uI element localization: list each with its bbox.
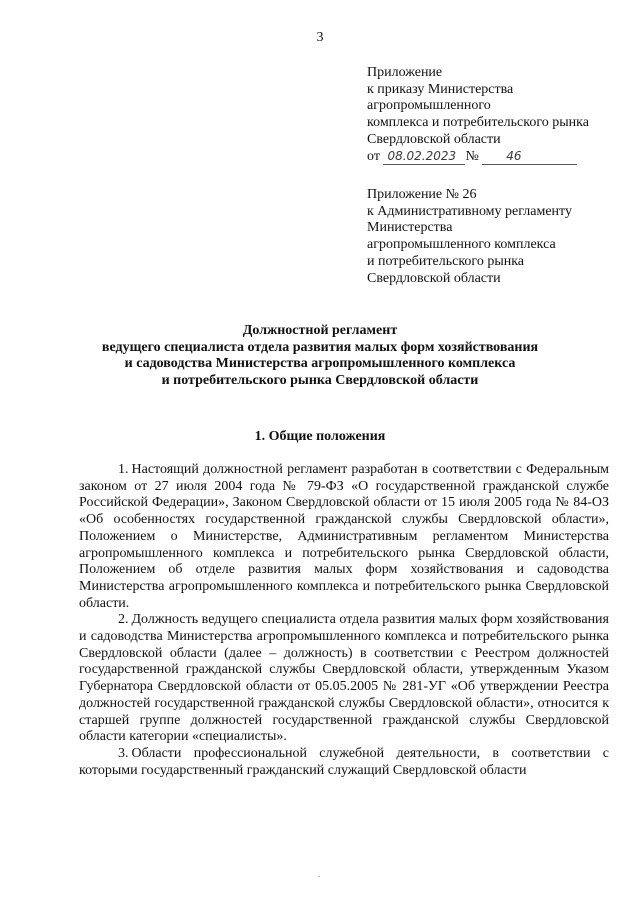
paragraph-text: Настоящий должностной регламент разработан в соответствии с Федеральным законом от 27 июля 2004 года № 79-ФЗ «О государственной гражданской службе Российской Федерации», Законом Свердловской области от 15 июля 2005 года № 84-ОЗ «Об особенностях государственной гражданской службы Свердловской области», Положением о Министерстве, Административным регламентом Министерства агропромышленного комплекса и потребительского рынка Свердловской области, Положением об отделе развития малых форм хозяйствования и садоводства Министерства агропромышленного комплекса и потребительского рынка Свердловской области. — [79, 462, 609, 611]
paragraph-number: 2. — [118, 612, 129, 628]
number-prefix: № — [465, 148, 479, 164]
document-body — [79, 462, 609, 779]
appendix-order-line: к приказу Министерства — [367, 81, 514, 97]
paragraph-number: 3. — [118, 745, 129, 761]
scan-speck — [318, 876, 320, 877]
title-line: и садоводства Министерства агропромышленного комплекса — [124, 356, 516, 372]
appendix-regulation-line: Министерства — [367, 220, 453, 236]
appendix-order-line: Свердловской области — [367, 131, 501, 147]
paragraph-text: Должность ведущего специалиста отдела развития малых форм хозяйствования и садоводства Министерства агропромышленного комплекса и потребительского рынка Свердловской области (далее – должность) в соответствии с Реестром должностей государственной гражданской службы Свердловской области, утвержденным Указом Губернатора Свердловской области от 05.05.2005 № 281-УГ «Об утверждении Реестра должностей государственной гражданской службы Свердловской области», относится к старшей группе должностей государственной гражданской службы Свердловской области категории «специалисты». — [79, 612, 609, 745]
page-number: 3 — [316, 30, 324, 45]
paragraph-text: Области профессиональной служебной деятельности, в соответствии с которыми государственный гражданский служащий Свердловской области — [79, 745, 609, 778]
title-line: и потребительского рынка Свердловской области — [161, 373, 479, 389]
appendix-order-line: агропромышленного — [367, 98, 491, 114]
paragraph — [79, 746, 609, 779]
handwritten-number: 46 — [506, 148, 522, 163]
appendix-regulation-line: Свердловской области — [367, 270, 501, 286]
appendix-regulation-line: агропромышленного комплекса — [367, 237, 556, 253]
document-title — [0, 323, 640, 390]
section-heading: 1. Общие положения — [254, 429, 386, 444]
date-prefix: от — [367, 148, 380, 164]
title-line: ведущего специалиста отдела развития малых форм хозяйствования — [101, 339, 539, 355]
appendix-regulation-line: к Административному регламенту — [367, 203, 572, 219]
appendix-order-line: комплекса и потребительского рынка — [367, 115, 589, 131]
paragraph — [79, 462, 609, 612]
number-field — [482, 149, 577, 165]
order-date-line — [367, 149, 607, 166]
appendix-order-block — [367, 65, 607, 165]
title-line: Должностной регламент — [242, 323, 398, 338]
handwritten-date: 08.02.2023 — [387, 148, 457, 163]
paragraph-number: 1. — [118, 462, 129, 477]
date-field — [383, 149, 465, 165]
appendix-regulation-block — [367, 187, 607, 287]
appendix-regulation-line: и потребительского рынка — [367, 253, 525, 269]
appendix-order-line: Приложение — [367, 65, 443, 80]
appendix-regulation-line: Приложение № 26 — [367, 187, 477, 202]
paragraph — [79, 612, 609, 746]
